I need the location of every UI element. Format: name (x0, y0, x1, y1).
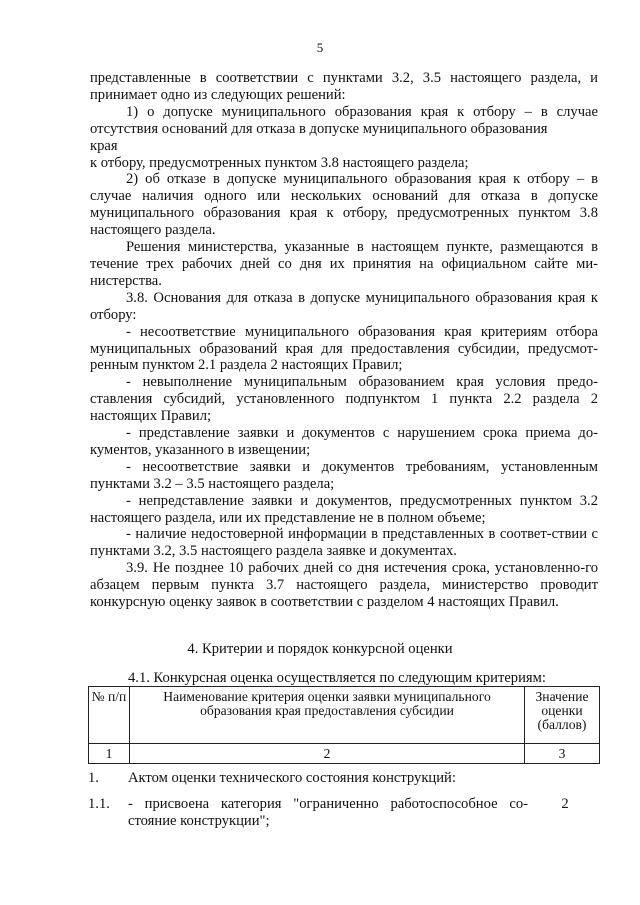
table-header-row (89, 687, 600, 744)
numbering-cell: 3 (525, 744, 600, 764)
numbering-cell: 2 (130, 744, 525, 764)
text-line: в течение трех рабочих дней со дня их принятия на официальном сайте ми- (90, 239, 598, 272)
paragraph (90, 324, 598, 375)
text-line: - наличие недостоверной информации в представленных в соответ- (126, 526, 552, 543)
table-numbering-row (89, 744, 600, 764)
text-line: 2) об отказе в допуске муниципального образования края к отбору (126, 171, 570, 188)
text-line: - непредставление заявки и документов, предусмотренных пунктом 3.2 (126, 492, 598, 509)
criterion-number: 1.1. (88, 796, 110, 812)
header-criterion-cell: Наименование критерия оценки заявки муниципального образования края предоставления субсидии (130, 687, 525, 744)
text-line: к отбору, предусмотренных пунктом 3.8 настоящего раздела; (90, 154, 469, 171)
text-line: Решения министерства, указанные в настоящем пункте, размещаются (126, 239, 584, 256)
paragraph (90, 560, 598, 611)
header-number-cell: № п/п (89, 687, 130, 744)
text-line: края (90, 137, 118, 154)
criterion-text: Актом оценки технического состояния конструкций: (128, 770, 456, 786)
text-line: ренным пунктом 2.1 раздела 2 настоящих Правил; (90, 357, 403, 374)
paragraph (90, 374, 598, 425)
paragraph (90, 171, 598, 239)
text-line: ствии с пунктами 3.2, 3.5 настоящего раздела заявке и документах. (90, 526, 598, 560)
text-line: муниципального образования края к отбору, предусмотренных пунктом 3.8 (90, 205, 598, 222)
text-line: пунктами 3.2 – 3.5 настоящего раздела; (90, 475, 335, 492)
text-line: 3.9. Не позднее 10 рабочих дней со дня истечения срока, установленно- (126, 560, 586, 577)
text-line: 1) о допуске муниципального образования края к отбору – в случае (126, 103, 598, 120)
text-line: муниципальных образований края для предоставления субсидии, предусмот- (90, 340, 598, 357)
text-line: - представление заявки и документов с нарушением срока приема до- (126, 425, 598, 442)
paragraph (90, 155, 598, 172)
text-line: ставления субсидий, установленного подпунктом 1 пункта 2.2 раздела 2 (90, 391, 598, 408)
paragraph (90, 493, 598, 527)
section-title: 4. Критерии и порядок конкурсной оценки (187, 641, 453, 657)
text-line: - несоответствие заявки и документов требованиям, установленным (126, 458, 598, 475)
paragraph (90, 70, 598, 104)
table-intro: 4.1. Конкурсная оценка осуществляется по следующим критериям: (128, 670, 546, 686)
criterion-text: - присвоена категория "ограниченно работоспособное со-стояние конструкции"; (128, 796, 528, 829)
text-line: - несоответствие муниципального образования края критериям отбора (126, 323, 598, 340)
text-line: к отбору: (90, 289, 598, 323)
criterion-value: 2 (561, 796, 569, 812)
text-line: - невыполнение муниципальным образованием края условия предо- (126, 374, 598, 391)
text-line: настоящего раздела, или их представление не в полном объеме; (90, 509, 486, 526)
paragraph (90, 239, 598, 290)
text-line: представленные в соответствии с пунктами 3.2, 3.5 настоящего раздела, и (90, 70, 598, 86)
page-number: 5 (316, 40, 324, 55)
paragraph (90, 459, 598, 493)
criteria-table (88, 686, 600, 764)
paragraph (90, 104, 598, 155)
header-value-cell: Значение оценки (баллов) (525, 687, 600, 744)
text-line: отсутствия оснований для отказа в допуске муниципального образования (90, 120, 548, 137)
text-line: кументов, указанного в извещении; (90, 441, 311, 458)
paragraph (90, 526, 598, 560)
numbering-cell: 1 (89, 744, 130, 764)
text-line: нистерства. (90, 272, 162, 289)
text-line: го абзацем первым пункта 3.7 настоящего раздела, министерство проводит (90, 560, 598, 594)
text-line: конкурсную оценку заявок в соответствии с разделом 4 настоящих Правил. (90, 594, 559, 611)
text-line: принимает одно из следующих решений: (90, 86, 346, 103)
paragraph (90, 425, 598, 459)
text-line: 3.8. Основания для отказа в допуске муниципального образования края (126, 289, 586, 306)
document-body (90, 70, 598, 611)
text-line: – в случае наличия одного или нескольких оснований для отказа в допуске (90, 171, 599, 205)
text-line: настоящего раздела. (90, 222, 216, 239)
criterion-number: 1. (88, 770, 99, 786)
text-line: настоящих Правил; (90, 408, 212, 425)
paragraph (90, 290, 598, 324)
